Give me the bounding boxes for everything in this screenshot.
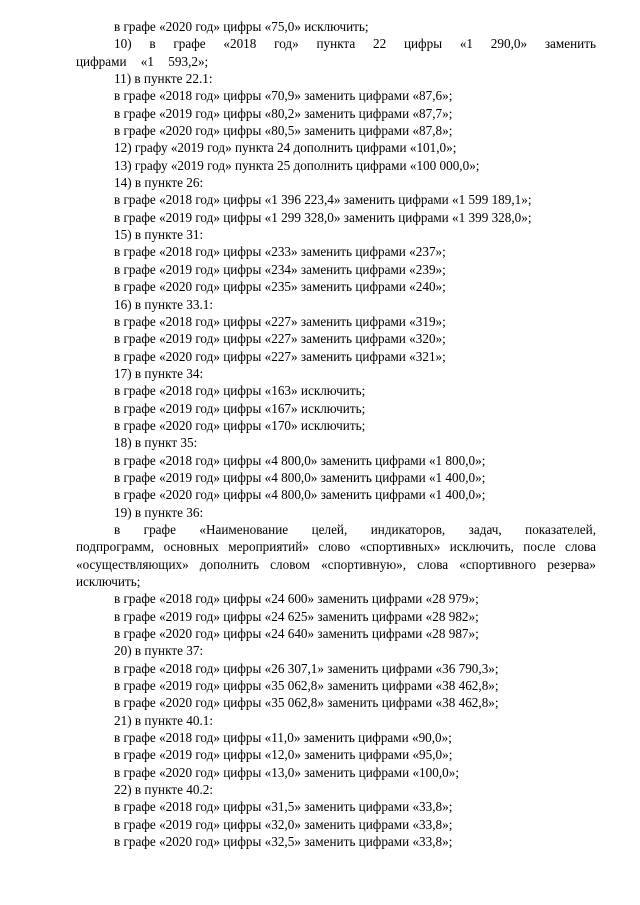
paragraph: в графе «Наименование целей, индикаторов, задач, показателей, подпрограмм, основных мероприятий» слово «спортивных» исключить, после слова «осуществляющих» дополнить словом «спортивную», слова «спортивного резерва» исключить; (76, 521, 596, 589)
paragraph: в графе «2018 год» цифры «4 800,0» заменить цифрами «1 800,0»; (114, 452, 486, 468)
paragraph: в графе «2018 год» цифры «163» исключить; (114, 383, 366, 399)
paragraph: в графе «2018 год» цифры «227» заменить цифрами «319»; (114, 313, 446, 329)
paragraph: 18) в пункт 35: (114, 435, 198, 451)
paragraph: в графе «2018 год» цифры «233» заменить цифрами «237»; (114, 244, 446, 260)
paragraph: 21) в пункте 40.1: (114, 712, 213, 728)
paragraph: в графе «2020 год» цифры «13,0» заменить цифрами «100,0»; (114, 764, 459, 780)
paragraph: 17) в пункте 34: (114, 365, 204, 381)
paragraph: 22) в пункте 40.2: (114, 782, 213, 798)
paragraph: в графе «2019 год» цифры «4 800,0» заменить цифрами «1 400,0»; (114, 469, 486, 485)
paragraph: в графе «2018 год» цифры «1 396 223,4» заменить цифрами «1 599 189,1»; (114, 192, 532, 208)
paragraph: в графе «2020 год» цифры «35 062,8» заменить цифрами «38 462,8»; (114, 695, 499, 711)
paragraph: 12) графу «2019 год» пункта 24 дополнить цифрами «101,0»; (114, 140, 457, 156)
paragraph: 20) в пункте 37: (114, 643, 204, 659)
paragraph: в графе «2018 год» цифры «24 600» заменить цифрами «28 979»; (114, 591, 479, 607)
paragraph: в графе «2018 год» цифры «26 307,1» заменить цифрами «36 790,3»; (114, 660, 499, 676)
paragraph: в графе «2018 год» цифры «31,5» заменить цифрами «33,8»; (114, 799, 453, 815)
paragraph: в графе «2019 год» цифры «167» исключить; (114, 400, 366, 416)
paragraph: в графе «2019 год» цифры «1 299 328,0» заменить цифрами «1 399 328,0»; (114, 209, 532, 225)
paragraph: 16) в пункте 33.1: (114, 296, 213, 312)
paragraph: в графе «2019 год» цифры «12,0» заменить цифрами «95,0»; (114, 747, 453, 763)
paragraph: в графе «2019 год» цифры «227» заменить цифрами «320»; (114, 331, 446, 347)
paragraph: в графе «2020 год» цифры «24 640» заменить цифрами «28 987»; (114, 626, 479, 642)
paragraph: в графе «2019 год» цифры «234» заменить цифрами «239»; (114, 261, 446, 277)
paragraph: в графе «2020 год» цифры «75,0» исключить; (114, 19, 369, 34)
paragraph: 14) в пункте 26: (114, 175, 204, 191)
paragraph: 19) в пункте 36: (114, 504, 204, 520)
paragraph: в графе «2019 год» цифры «80,2» заменить цифрами «87,7»; (114, 105, 453, 121)
paragraph: в графе «2019 год» цифры «32,0» заменить цифрами «33,8»; (114, 816, 453, 832)
paragraph: 15) в пункте 31: (114, 227, 204, 243)
paragraph: 11) в пункте 22.1: (114, 71, 213, 87)
paragraph: в графе «2018 год» цифры «11,0» заменить цифрами «90,0»; (114, 730, 452, 746)
paragraph: в графе «2020 год» цифры «32,5» заменить цифрами «33,8»; (114, 834, 453, 850)
paragraph: 10) в графе «2018 год» пункта 22 цифры «1 290,0» заменить цифрами «1 593,2»; (76, 36, 596, 69)
paragraph: в графе «2019 год» цифры «24 625» заменить цифрами «28 982»; (114, 608, 479, 624)
paragraph: 13) графу «2019 год» пункта 25 дополнить цифрами «100 000,0»; (114, 157, 480, 173)
paragraph: в графе «2020 год» цифры «170» исключить; (114, 417, 366, 433)
paragraph: в графе «2020 год» цифры «235» заменить цифрами «240»; (114, 279, 446, 295)
paragraph: в графе «2019 год» цифры «35 062,8» заменить цифрами «38 462,8»; (114, 678, 499, 694)
document-body (76, 18, 596, 851)
paragraph: в графе «2020 год» цифры «4 800,0» заменить цифрами «1 400,0»; (114, 487, 486, 503)
paragraph: в графе «2020 год» цифры «80,5» заменить цифрами «87,8»; (114, 123, 453, 139)
paragraph: в графе «2018 год» цифры «70,9» заменить цифрами «87,6»; (114, 88, 453, 104)
paragraph: в графе «2020 год» цифры «227» заменить цифрами «321»; (114, 348, 446, 364)
